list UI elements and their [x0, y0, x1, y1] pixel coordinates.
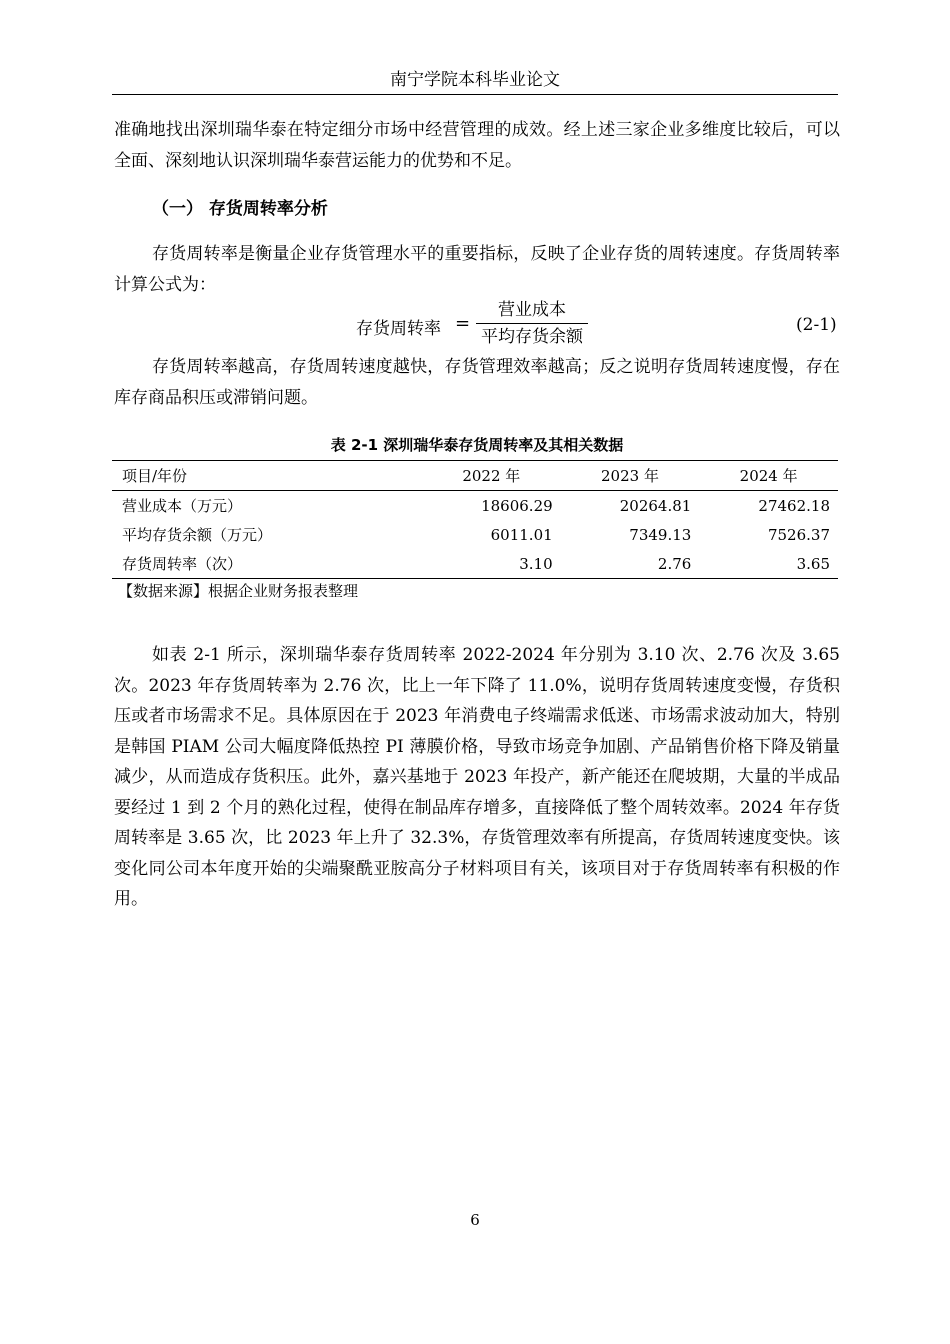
- inventory-turnover-table: [112, 460, 838, 579]
- formula-fraction: [476, 299, 588, 348]
- table-cell: 7526.37: [767, 525, 830, 544]
- table-row: [112, 520, 838, 549]
- formula-lhs: 存货周转率: [356, 319, 441, 339]
- table-cell: 20264.81: [619, 496, 692, 515]
- table-cell: 7349.13: [629, 525, 692, 544]
- table-cell: 3.10: [422, 549, 561, 579]
- fraction-bar: [476, 323, 588, 324]
- table-header-cell: 2024 年: [699, 461, 838, 491]
- table-cell: 6011.01: [490, 525, 553, 544]
- formula-denominator: 平均存货余额: [481, 327, 583, 347]
- interpretation-paragraph: 存货周转率越高，存货周转速度越快，存货管理效率越高；反之说明存货周转速度慢，存在库存商品积压或滞销问题。: [114, 357, 840, 408]
- formula-numerator: 营业成本: [498, 300, 566, 320]
- formula-equals: =: [455, 313, 471, 334]
- page-number: 6: [470, 1211, 480, 1229]
- section-heading: （一） 存货周转率分析: [152, 199, 328, 219]
- table-row: [112, 549, 838, 579]
- analysis-paragraph: 如表 2-1 所示，深圳瑞华泰存货周转率 2022-2024 年分别为 3.10 次、2.76 次及 3.65 次。2023 年存货周转率为 2.76 次，比上一年下降了 11.0%，说明存货周转速度变慢，存货积压或者市场需求不足。具体原因在于 2023 年消费电子终端需求低迷、市场需求波动加大，特别是韩国 PIAM 公司大幅度降低热控 PI 薄膜价格，导致市场竞争加剧、产品销售价格下降及销量减少，从而造成存货积压。此外，嘉兴基地于 2023 年投产，新产能还在爬坡期，大量的半成品要经过 1 到 2 个月的熟化过程，使得在制品库存增多，直接降低了整个周转效率。2024 年存货周转率是 3.65 次，比 2023 年上升了 32.3%，存货管理效率有所提高，存货周转速度变快。该变化同公司本年度开始的尖端聚酰亚胺高分子材料项目有关，该项目对于存货周转率有积极的作用。: [114, 645, 840, 909]
- row-label: 营业成本（万元）: [122, 497, 243, 515]
- formula-number: (2-1): [796, 315, 837, 335]
- table-header-cell: 2022 年: [422, 461, 561, 491]
- table-source-note: 【数据来源】根据企业财务报表整理: [118, 582, 359, 600]
- table-header-cell: 2023 年: [561, 461, 700, 491]
- row-label: 存货周转率（次）: [112, 549, 422, 579]
- table-header-cell: 项目/年份: [112, 461, 422, 491]
- table-row: [112, 491, 838, 521]
- table-cell: 3.65: [699, 549, 838, 579]
- table-cell: 2.76: [561, 549, 700, 579]
- row-label: 平均存货余额（万元）: [122, 526, 273, 544]
- table-cell: 18606.29: [481, 496, 553, 515]
- table-caption: 表 2-1 深圳瑞华泰存货周转率及其相关数据: [330, 436, 624, 454]
- page-header-title: 南宁学院本科毕业论文: [112, 66, 838, 95]
- table-header-row: [112, 461, 838, 491]
- definition-paragraph: 存货周转率是衡量企业存货管理水平的重要指标，反映了企业存货的周转速度。存货周转率计算公式为：: [114, 244, 840, 295]
- table-cell: 27462.18: [758, 496, 830, 515]
- intro-paragraph: 准确地找出深圳瑞华泰在特定细分市场中经营管理的成效。经上述三家企业多维度比较后，可以全面、深刻地认识深圳瑞华泰营运能力的优势和不足。: [114, 120, 840, 171]
